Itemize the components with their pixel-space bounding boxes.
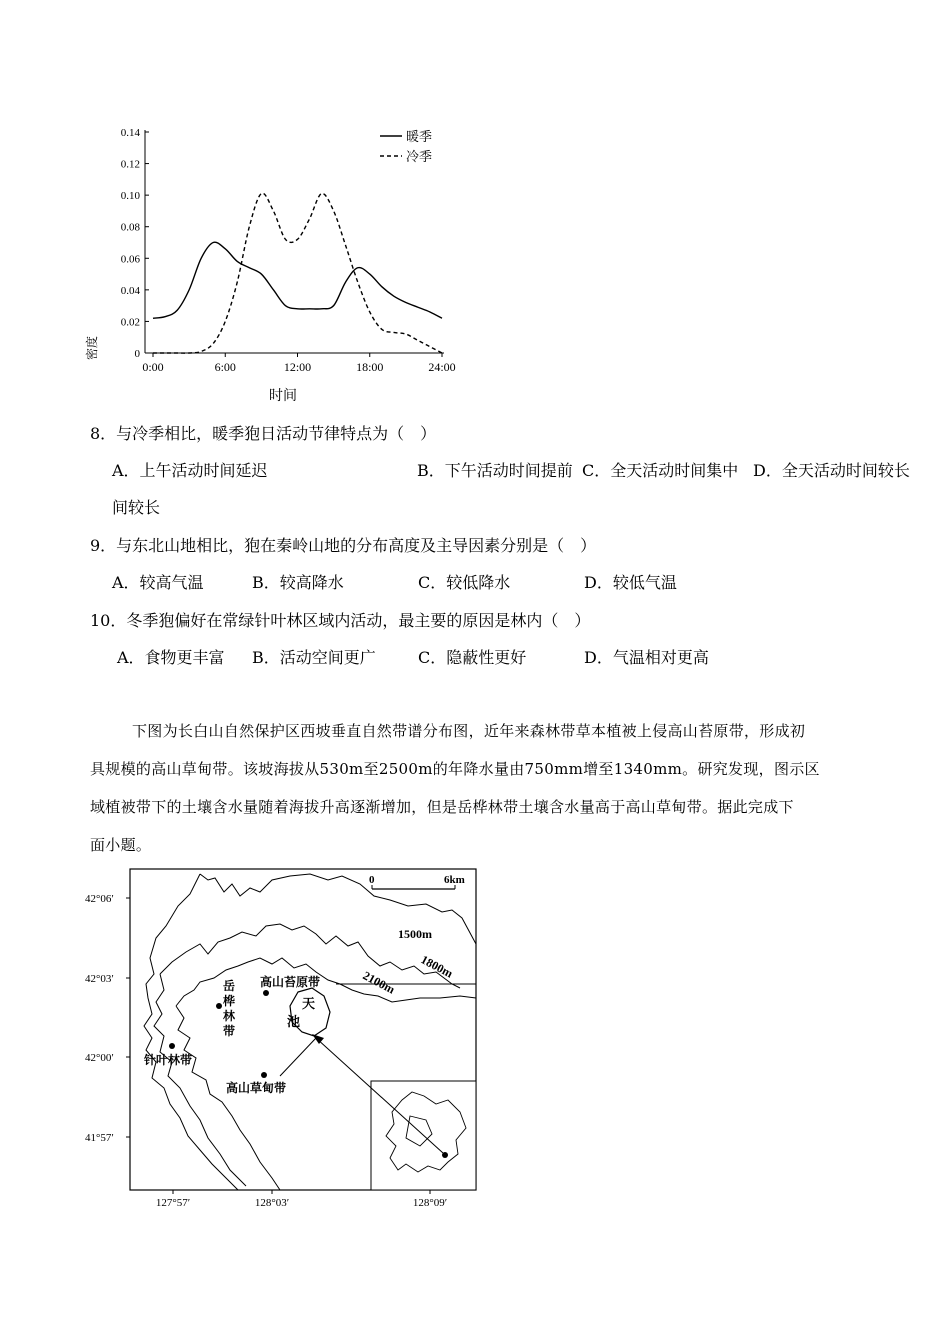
birch-char-4: 带	[223, 1024, 236, 1038]
x-tick-label-2: 12:00	[283, 360, 312, 374]
longitude-ticks	[156, 1190, 447, 1209]
chart-legend	[380, 129, 432, 164]
passage-line-2: 具规模的高山草甸带。该坡海拔从530m至2500m的年降水量由750mm增至1340mm。研究发现，图示区	[90, 760, 820, 778]
q10-option-d: D．气温相对更高	[584, 648, 709, 667]
q8-option-c: C．全天活动时间集中	[582, 461, 739, 480]
birch-char-3: 林	[223, 1009, 236, 1023]
y-tick-label-7: 0.14	[120, 127, 140, 139]
y-tick-label-4: 0.08	[120, 221, 140, 234]
q8-option-b: B．下午活动时间提前	[417, 461, 573, 480]
changbai-vegetation-map	[80, 866, 480, 1211]
x-tick-label-0: 0:00	[142, 360, 164, 374]
q8-option-a: A．上午活动时间延迟	[112, 461, 268, 480]
passage-line-1: 下图为长白山自然保护区西坡垂直自然带谱分布图，近年来森林带草本植被上侵高山苔原带，形成初	[132, 722, 806, 740]
passage-line-3: 域植被带下的土壤含水量随着海拔升高逐渐增加，但是岳桦林带土壤含水量高于高山草甸带。据此完成下	[90, 798, 794, 816]
chart-axes	[145, 130, 444, 353]
lat-label-4: 41°57′	[85, 1132, 114, 1144]
x-axis-label: 时间	[269, 388, 297, 404]
tundra-point	[263, 990, 269, 996]
conifer-point	[169, 1043, 175, 1049]
contour-label-2100: 2100m	[360, 968, 398, 997]
q9-option-b: B．较高降水	[252, 573, 344, 592]
y-tick-label-2: 0.04	[120, 284, 140, 297]
q10-option-c: C．隐蔽性更好	[418, 648, 527, 667]
birch-point	[216, 1003, 222, 1009]
q10-option-a: A．食物更丰富	[117, 648, 225, 667]
lon-label-2: 128°03′	[254, 1197, 290, 1209]
lon-label-1: 127°57′	[155, 1197, 191, 1209]
tianchi-char-1: 天	[302, 997, 316, 1012]
legend-label-0: 暖季	[406, 129, 433, 144]
q10-option-b: B．活动空间更广	[252, 648, 376, 667]
passage-line-4: 面小题。	[90, 836, 152, 854]
question-9-stem: 9．与东北山地相比，狍在秦岭山地的分布高度及主导因素分别是（ ）	[90, 536, 597, 555]
birch-char-2: 桦	[223, 994, 236, 1008]
latitude-ticks	[85, 893, 130, 1144]
birch-char-1: 岳	[223, 979, 236, 993]
question-8-stem: 8．与冷季相比，暖季狍日活动节律特点为（ ）	[90, 424, 437, 443]
scale-start: 0	[369, 874, 375, 886]
y-tick-label-5: 0.10	[120, 190, 140, 203]
y-tick-label-0: 0	[134, 348, 140, 360]
chart-ticks	[121, 127, 456, 374]
question-10-stem: 10．冬季狍偏好在常绿针叶林区域内活动，最主要的原因是林内（ ）	[90, 611, 591, 630]
chart-series	[153, 193, 442, 353]
legend-label-1: 冷季	[406, 149, 433, 164]
q8-option-d-wrap: 间较长	[112, 498, 161, 517]
y-tick-label-6: 0.12	[120, 158, 140, 171]
density-line-chart	[80, 120, 480, 410]
q9-option-c: C．较低降水	[418, 573, 511, 592]
x-tick-label-4: 24:00	[428, 360, 456, 374]
y-tick-label-3: 0.06	[120, 253, 140, 266]
y-axis-label: 密度	[85, 335, 99, 360]
contour-label-1800: 1800m	[418, 952, 456, 981]
lon-label-3: 128°09′	[412, 1197, 448, 1209]
series-line-cold-season	[153, 193, 442, 353]
y-tick-label-1: 0.02	[120, 316, 140, 329]
lat-label-2: 42°03′	[85, 973, 114, 985]
zone-label-conifer: 针叶林带	[144, 1053, 193, 1067]
zone-label-tundra: 高山苔原带	[260, 975, 321, 989]
q8-option-d: D．全天活动时间较长	[753, 461, 910, 480]
x-tick-label-3: 18:00	[356, 360, 384, 374]
tianchi-char-2: 池	[287, 1015, 301, 1030]
series-line-warm-season	[153, 242, 442, 318]
lat-label-1: 42°06′	[85, 893, 114, 905]
scale-end: 6km	[444, 874, 465, 886]
x-tick-label-1: 6:00	[214, 360, 236, 374]
q9-option-a: A．较高气温	[112, 573, 204, 592]
lat-label-3: 42°00′	[85, 1052, 114, 1064]
zone-label-meadow: 高山草甸带	[226, 1081, 287, 1095]
meadow-point	[261, 1072, 267, 1078]
contour-label-1500: 1500m	[398, 927, 432, 941]
q9-option-d: D．较低气温	[584, 573, 677, 592]
